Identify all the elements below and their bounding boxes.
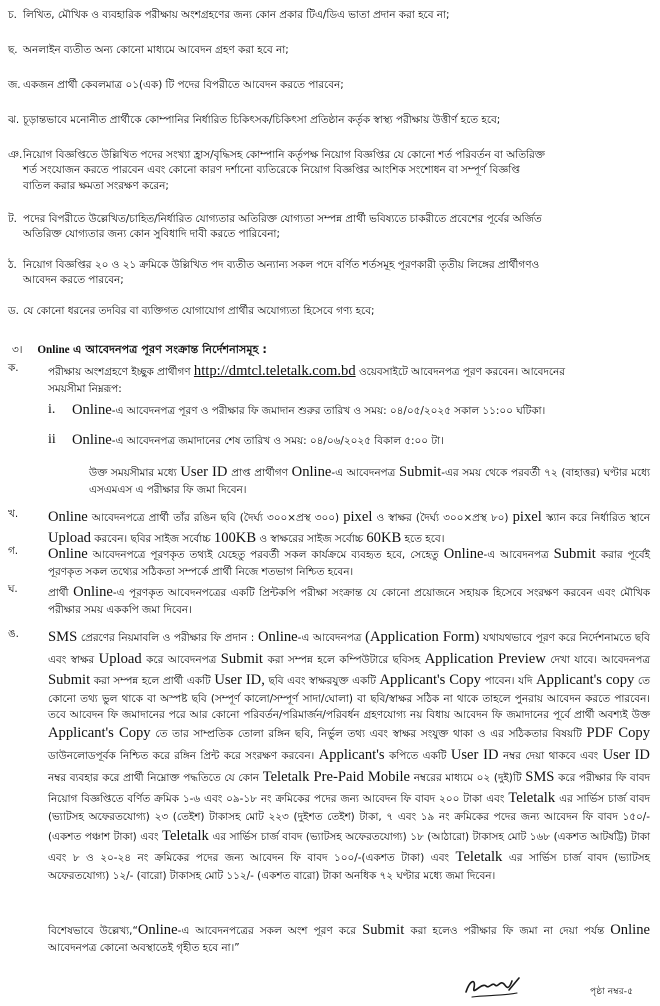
rule-marker: ট. (8, 213, 17, 225)
item-text: করবেন। ছবির সাইজ সর্বোচ্চ (94, 533, 211, 546)
applicant-copy-term: Applicant's (318, 746, 385, 763)
item-text: স্ক্যান করে (545, 512, 587, 524)
item-text: বাবদ ১০০/-(একশত টাকা) এবং (307, 852, 449, 865)
note-text: -এ আবেদনপত্রের সকল অংশ পূরণ করে (177, 925, 356, 937)
item-text: পাবেন। যদি (484, 675, 533, 688)
rule-marker: ছ. (8, 44, 18, 56)
online-term: Online (610, 922, 650, 938)
teletalk-term: Teletalk (455, 849, 503, 866)
item-text: এর সার্ভিস চার্জ বাবদ (ভ্যাটসহ (212, 830, 342, 843)
deadline-numeral: ii (48, 432, 56, 447)
signature-image (462, 972, 522, 1002)
item-text: নির্ধারিত স্থানে (591, 512, 650, 524)
item-text: করা সম্পন্ন হলে কম্পিউটারে ছবিসহ (267, 653, 421, 666)
rule-text: শর্ত সংযোজন করতে পারবেন এবং কোনো কারণ দর্শানো ব্যতিরেকে নিয়োগ বিজ্ঞপ্তির আংশিক সংশোধন বা সম্পূর্ণ বিজ্ঞপ্তি (23, 164, 520, 177)
item-text: দেখা যাবে। আবেদনপত্র (550, 653, 650, 666)
item-text: প্রেরণের নিয়মাবলি ও পরীক্ষার ফি প্রদান : (80, 632, 255, 644)
item-text: ও স্বাক্ষর (দৈর্ঘ্য ৩০০×প্রস্থ ৮০) (376, 512, 509, 524)
rule-text: লিখিত, মৌখিক ও ব্যবহারিক পরীক্ষায় অংশগ্রহণের জন্য কোন প্রকার টিএ/ডিএ ভাতা প্রদান করা হবে না; (23, 9, 450, 21)
deadline-numeral: i. (48, 402, 56, 417)
rule-marker: ঝ. (8, 114, 20, 126)
item-ga (8, 544, 650, 581)
note-text: করা হলেও পরীক্ষার ফি জমা না দেয়া পর্যন্ত (410, 925, 605, 937)
preview-term: Preview (497, 650, 546, 667)
rule-tha (8, 258, 650, 289)
item-text: নির্দেশনামতে ছবি এবং স্বাক্ষর (48, 632, 650, 666)
teletalk-term: Teletalk (162, 827, 209, 844)
item-text: পরীক্ষায় অংশগ্রহণে ইচ্ছুক প্রার্থীগণ (48, 366, 191, 378)
deadline-text: -এ আবেদনপত্র জমাদানের শেষ তারিখ ও সময়: ০৪/০৬/২০২৫ বিকাল ৫:০০ টা। (111, 435, 444, 447)
online-term: Online (137, 922, 178, 938)
applicant-copy-term: Applicant's copy (536, 672, 635, 689)
within-deadline-note (89, 462, 650, 499)
special-note (48, 920, 650, 957)
item-text: (একশত বারো) টাকা অনধিক ৭২ ঘণ্টার মধ্যে জমা দিবেন। (257, 870, 496, 883)
pdf-copy-term: PDF Copy (586, 725, 651, 742)
application-form-term: (Application Form) (365, 629, 480, 645)
online-term: Online (48, 509, 88, 525)
item-text: সাদা/ঘোলা) বা ছবি/স্বাক্ষর সঠিক না থাকে তাহলে পুনরায় আবেদন করতে পারবেন। তবে আবেদন ফি জমাদানের পরে আর কোনো (48, 693, 650, 721)
note-text: -এর সময় থেকে পরবর্তী ৭২ (441, 467, 558, 479)
user-id-term: User ID, (214, 672, 265, 689)
item-text: টাকা এবং (463, 793, 505, 806)
applicant-copy-term: Applicant's Copy (379, 672, 481, 689)
deadline-start (48, 400, 650, 421)
signature-size-limit: 60KB (366, 530, 402, 547)
item-text: তার সাম্প্রতিক তোলা রঙ্গিন ছবি, নির্ভুল তথ্য এবং স্বাক্ষর সংযুক্ত থাকা ও এর সঠিকতার বিষয়টি (172, 728, 582, 741)
online-term: Online (73, 584, 113, 600)
section-title-en: Online (37, 344, 70, 356)
deadline-text: -এ আবেদনপত্র পূরণ ও পরীক্ষার ফি জমাদান শুরুর তারিখ ও সময়: ০৪/০৫/২০২৫ সকাল ১১:০০ ঘটিকা। (111, 405, 546, 417)
online-term: Online (291, 464, 332, 480)
item-text: করে পরীক্ষার ফি বাবদ নিয়োগ বিজ্ঞপ্তিতে বর্ণিত ক্রমিক ১-৬ এবং ০৯-১৮ নং ক্রমিকের পদের জন্য আবেদন ফি বাবদ ২০০ (48, 771, 650, 806)
item-text: আবেদনপত্রে পূরণকৃত তথ্যই যেহেতু পরবর্তী সকল কার্যক্রমে ব্যবহৃত হবে, সেহেতু (92, 549, 439, 561)
note-text: প্রাপ্ত প্রার্থীগণ (231, 467, 288, 479)
pixel-term: pixel (343, 509, 373, 525)
item-text: নম্বর ব্যবহার করে প্রার্থী নিম্নোক্ত পদ্ধতিতে যে কোন (48, 771, 259, 784)
submit-term: Submit (220, 650, 263, 667)
item-text: এর সার্ভিস চার্জ বাবদ (ভ্যাটসহ অফেরতযোগ্য) ২৩ (তেইশ) টাকাসহ মোট ২২৩ (দুইশত তেইশ) টাকা, ৭ (48, 793, 651, 824)
item-text: এর সার্ভিস চার্জ বাবদ (ভ্যাটসহ অফেরতযোগ্য) ১২/- (বারো) টাকাসহ মোট ১১২/- (48, 852, 650, 883)
teletalk-term: Teletalk (508, 790, 556, 807)
upload-term: Upload (48, 530, 91, 547)
item-text: নম্বর দেয়া থাকবে এবং (502, 749, 599, 762)
item-text: ওয়েবসাইটে আবেদনপত্র পূরণ করবেন। আবেদনের (358, 366, 565, 378)
website-link[interactable]: http://dmtcl.teletalk.com.bd (193, 363, 356, 379)
item-text: অফেরতযোগ্য) ১৮ (আঠারো) টাকাসহ মোট ১৬৮ (একশত আটষট্টি) টাকা এবং ৮ ও ২০-২৪ নং ক্রমিকের পদের জন্য আবেদন ফি (48, 830, 650, 865)
rule-ja (8, 78, 650, 93)
note-text: -এ আবেদনপত্র (331, 467, 396, 479)
user-id-term: User (602, 746, 631, 763)
application-term: Application (424, 650, 494, 667)
section-title-bn: এ আবেদনপত্র পূরণ সংক্রান্ত নির্দেশনাসমূহ : (72, 343, 267, 356)
rule-nya (8, 148, 650, 194)
rule-marker: জ. (8, 79, 21, 91)
online-term: Online (48, 546, 88, 562)
item-text: -এ আবেদনপত্র (483, 549, 549, 561)
item-text: নিশ্চিত করে রঙ্গিন প্রিন্ট করে সংরক্ষণ করবেন। (120, 749, 315, 762)
sms-term: SMS (525, 768, 555, 785)
note-text: বিশেষভাবে উল্লেখ্য,“ (48, 925, 138, 937)
rule-jha (8, 113, 650, 128)
item-text: ছবি এবং স্বাক্ষরযুক্ত একটি (268, 675, 376, 688)
rule-text: অনলাইন ব্যতীত অন্য কোনো মাধ্যমে আবেদন গ্রহণ করা হবে না; (23, 44, 289, 56)
item-text: করার পূর্বেই পূরণকৃত সকল তথ্যের সঠিকতা সম্পর্কে প্রার্থী নিজে শতভাগ নিশ্চিত হবেন। (48, 549, 650, 579)
item-text: আবেদনপত্রে প্রার্থী তাঁর রঙিন ছবি (দৈর্ঘ্য ৩০০×প্রস্থ ৩০০) (91, 512, 340, 524)
item-text: নম্বরের মাধ্যমে ০২ (দুই)টি (413, 771, 522, 784)
rule-marker: ঞ. (8, 149, 23, 161)
item-text: যথাযথভাবে পূরণ করে (482, 632, 576, 644)
item-text: হতে হবে। (404, 533, 445, 546)
rule-text: যে কোনো ধরনের তদবির বা ব্যক্তিগত যোগাযোগ প্রার্থীর অযোগ্যতা হিসেবে গণ্য হবে; (23, 305, 375, 317)
sms-term: SMS (48, 629, 78, 645)
rule-marker: চ. (8, 9, 17, 21)
online-term: Online (443, 546, 484, 562)
item-ka (8, 361, 650, 398)
rule-text: অতিরিক্ত যোগ্যতার জন্য কোন সুবিধাদি দাবী করতে পারিবেনা; (23, 228, 280, 241)
item-text: এবং ১৯ নং ক্রমিকের পদের জন্য আবেদন ফি বাবদ ১৫০/-(একশত পঞ্চাশ টাকা) এবং (48, 811, 650, 843)
user-id-term: User ID (180, 464, 228, 480)
submit-term: Submit (553, 546, 596, 562)
item-text: তে (155, 728, 168, 741)
page-number: পৃষ্ঠা নম্বর-৫ (590, 986, 634, 997)
item-text: ডাউনলোডপূর্বক (48, 749, 116, 762)
item-label: ঙ. (8, 628, 19, 640)
photo-size-limit: 100KB (213, 530, 257, 547)
section-number: ৩। (12, 344, 23, 356)
item-text: করে আবেদনপত্র (146, 653, 217, 666)
item-text: তে কোনো তথ্য ভুল থাকে বা অস্পষ্ট ছবি (সম্পূর্ণ কালো/সম্পূর্ণ (48, 675, 650, 706)
item-umo (8, 627, 650, 885)
item-text: কপিতে একটি (388, 749, 447, 762)
note-text: উক্ত সময়সীমার মধ্যে (89, 467, 177, 479)
rule-marker: ঠ. (8, 259, 17, 271)
rule-ta (8, 212, 650, 243)
submit-term: Submit (399, 464, 442, 480)
item-label: গ. (8, 545, 19, 557)
item-text: সময়সীমা নিম্নরূপ: (48, 383, 122, 396)
teletalk-mobile-term: Teletalk Pre-Paid Mobile (262, 768, 411, 785)
item-label: ঘ. (8, 583, 18, 595)
upload-term: Upload (98, 650, 142, 667)
item-text: -এ আবেদনপত্র (297, 632, 362, 644)
rule-text: নিয়োগ বিজ্ঞপ্তিতে উল্লিখিত পদের সংখ্যা হ্রাস/বৃদ্ধিসহ কোম্পানি কর্তৃপক্ষ নিয়োগ বিজ্ঞপ্তির যে কোনো শর্ত পরিবর্তন বা অতিরিক্ত (23, 149, 545, 161)
item-label: খ. (8, 508, 19, 520)
deadline-end (48, 430, 650, 451)
online-term: Online (257, 629, 298, 645)
user-id-term: User ID (450, 746, 499, 763)
item-label: ক. (8, 362, 19, 374)
online-term: Online (72, 402, 112, 418)
note-text: (বাহাত্তর) ঘণ্টার মধ্যে এসএমএস এ পরীক্ষার ফি জমা দিবেন। (89, 467, 651, 497)
item-text: পরিবর্তন/পরিমার্জন/পরিবর্ধন গ্রহণযোগ্য নয় বিধায় আবেদন ফি জমাদানের পূর্বে প্রার্থী অবশ্যই উক্ত (243, 708, 650, 721)
user-id-term: ID (634, 746, 650, 763)
section-3-heading (8, 342, 650, 358)
rule-text: নিয়োগ বিজ্ঞপ্তির ২০ ও ২১ ক্রমিকে উল্লিখিত পদ ব্যতীত অন্যান্য সকল পদে বর্ণিত শর্তসমূহ পূরণকারী তৃতীয় লিঙ্গের প্রার্থীগণও (23, 259, 540, 271)
rule-text: আবেদন করতে পারবেন; (23, 274, 124, 287)
submit-term: Submit (362, 922, 405, 938)
rule-chha (8, 43, 650, 58)
rule-text: একজন প্রার্থী কেবলমাত্র ০১(এক) টি পদের বিপরীতে আবেদন করতে পারবেন; (23, 79, 344, 91)
rule-cha (8, 8, 650, 23)
item-text: করা সম্পন্ন হলে প্রার্থী একটি (93, 675, 211, 688)
pixel-term: pixel (512, 509, 542, 525)
item-text: ও স্বাক্ষরের সাইজ সর্বোচ্চ (259, 533, 364, 546)
rule-text: চূড়ান্তভাবে মনোনীত প্রার্থীকে কোম্পানির নির্ধারিত চিকিৎসক/চিকিৎসা প্রতিষ্ঠান কর্তৃক স্বাস্থ্য পরীক্ষায় উত্তীর্ণ হতে হবে; (23, 114, 501, 126)
rule-marker: ড. (8, 305, 19, 317)
note-text: আবেদনপত্র কোনো অবস্থাতেই গৃহীত হবে না।” (48, 942, 240, 955)
item-gha (8, 582, 650, 619)
rule-text: পদের বিপরীতে উল্লেখিত/চাহিত/নির্ধারিত যোগ্যতার অতিরিক্ত যোগ্যতা সম্পন্ন প্রার্থী ভবিষ্যতে চাকরীতে প্রবেশের পূর্বের অর্জিত (23, 213, 542, 225)
applicant-copy-term: Applicant's Copy (48, 725, 151, 742)
item-text: প্রার্থী (48, 587, 69, 599)
item-text: এবং মৌখিক পরীক্ষার সময় এককপি জমা দিবেন। (48, 587, 650, 617)
online-term: Online (72, 432, 112, 448)
rule-text: বাতিল করার ক্ষমতা সংরক্ষণ করেন; (23, 179, 169, 192)
rule-da (8, 304, 650, 319)
item-text: -এ পূরণকৃত আবেদনপত্রের একটি প্রিন্টকপি পরীক্ষা সংক্রান্ত যে কোনো প্রয়োজনে সহায়ক হিসেবে সংরক্ষণ করবেন (112, 587, 593, 599)
submit-term: Submit (48, 672, 91, 689)
